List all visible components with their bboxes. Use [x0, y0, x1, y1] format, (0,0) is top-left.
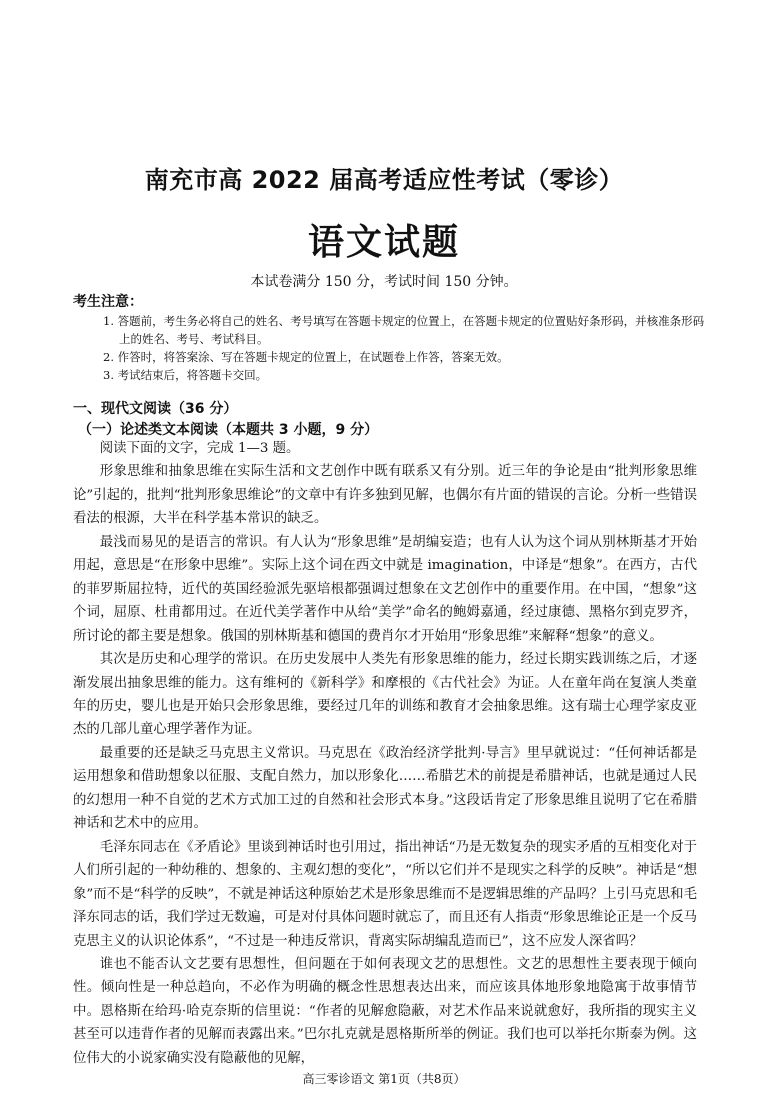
- section-heading: 一、现代文阅读（36 分）: [73, 401, 238, 417]
- paragraph: 最重要的还是缺乏马克思主义常识。马克思在《政治经济学批判·导言》里早就说过：“任何神话都是运用想象和借助想象以征服、支配自然力，加以形象化……希腊艺术的前提是希腊神话，也就是通过人民的幻想用一种不自觉的艺术方式加工过的自然和社会形式本身。”这段话肯定了形象思维且说明了它在希腊神话和艺术中的应用。: [73, 745, 697, 832]
- sub-heading: （一）论述类文本阅读（本题共 3 小题，9 分）: [78, 422, 379, 438]
- notice-list: [103, 312, 713, 384]
- notice-item: 1. 答题前，考生务必将自己的姓名、考号填写在答题卡规定的位置上，在答题卡规定的位置贴好条形码，并核准条形码上的姓名、考号、考试科目。: [103, 314, 705, 346]
- reading-passage: [73, 437, 697, 1070]
- notice-heading: 考生注意：: [73, 294, 143, 310]
- paragraph: 谁也不能否认文艺要有思想性，但问题在于如何表现文艺的思想性。文艺的思想性主要表现于倾向性。倾向性是一种总趋向，不必作为明确的概念性思想表达出来，而应该具体地形象地隐寓于故事情节中。恩格斯在给玛·哈克奈斯的信里说：“作者的见解愈隐蔽，对艺术作品来说就愈好，我所指的现实主义甚至可以违背作者的见解而表露出来。”巴尔扎克就是恩格斯所举的例证。我们也可以举托尔斯泰为例。这位伟大的小说家确实没有隐蔽他的见解，: [73, 956, 697, 1066]
- page-footer: 高三零诊语文 第1页（共8页）: [302, 1072, 466, 1086]
- notice-item: 3. 考试结束后，将答题卡交回。: [103, 368, 268, 382]
- paragraph: 最浅而易见的是语言的常识。有人认为“形象思维”是胡编妄造；也有人认为这个词从别林斯基才开始用起，意思是“在形象中思维”。实际上这个词在西文中就是 imagination，中译是“想象”。在西方，古代的菲罗斯屈拉特，近代的英国经验派先驱培根都强调过想象在文艺创作中的重要作用。在中国，“想象”这个词，屈原、杜甫都用过。在近代美学著作中从给“美学”命名的鲍姆嘉通，经过康德、黑格尔到克罗齐，所讨论的都主要是想象。俄国的别林斯基和德国的费肖尔才开始用“形象思维”来解释“想象”的意义。: [73, 534, 697, 644]
- subject-title: 语文试题: [307, 222, 460, 263]
- notice-item: 2. 作答时，将答案涂、写在答题卡规定的位置上，在试题卷上作答，答案无效。: [103, 350, 509, 364]
- paragraph: 阅读下面的文字，完成 1—3 题。: [99, 441, 300, 456]
- exam-title: 南充市高 2022 届高考适应性考试（零诊）: [144, 166, 624, 194]
- exam-info: 本试卷满分 150 分，考试时间 150 分钟。: [250, 274, 518, 290]
- paragraph: 毛泽东同志在《矛盾论》里谈到神话时也引用过，指出神话“乃是无数复杂的现实矛盾的互相变化对于人们所引起的一种幼稚的、想象的、主观幻想的变化”，“所以它们并不是现实之科学的反映”。神话是“想象”而不是“科学的反映”，不就是神话这种原始艺术是形象思维而不是逻辑思维的产品吗？上引马克思和毛泽东同志的话，我们学过无数遍，可是对付具体问题时就忘了，而且还有人指责“形象思维论正是一个反马克思主义的认识论体系”，“不过是一种违反常识，背离实际胡编乱造而已”，这不应发人深省吗？: [73, 839, 697, 949]
- paragraph: 形象思维和抽象思维在实际生活和文艺创作中既有联系又有分别。近三年的争论是由“批判形象思维论”引起的，批判“批判形象思维论”的文章中有许多独到见解，也偶尔有片面的错误的言论。分析一些错误看法的根源，大半在科学基本常识的缺乏。: [73, 464, 697, 527]
- paragraph: 其次是历史和心理学的常识。在历史发展中人类先有形象思维的能力，经过长期实践训练之后，才逐渐发展出抽象思维的能力。这有维柯的《新科学》和摩根的《古代社会》为证。人在童年尚在复演人类童年的历史，婴儿也是开始只会形象思维，要经过几年的训练和教育才会抽象思维。这有瑞士心理学家皮亚杰的几部儿童心理学著作为证。: [73, 652, 697, 738]
